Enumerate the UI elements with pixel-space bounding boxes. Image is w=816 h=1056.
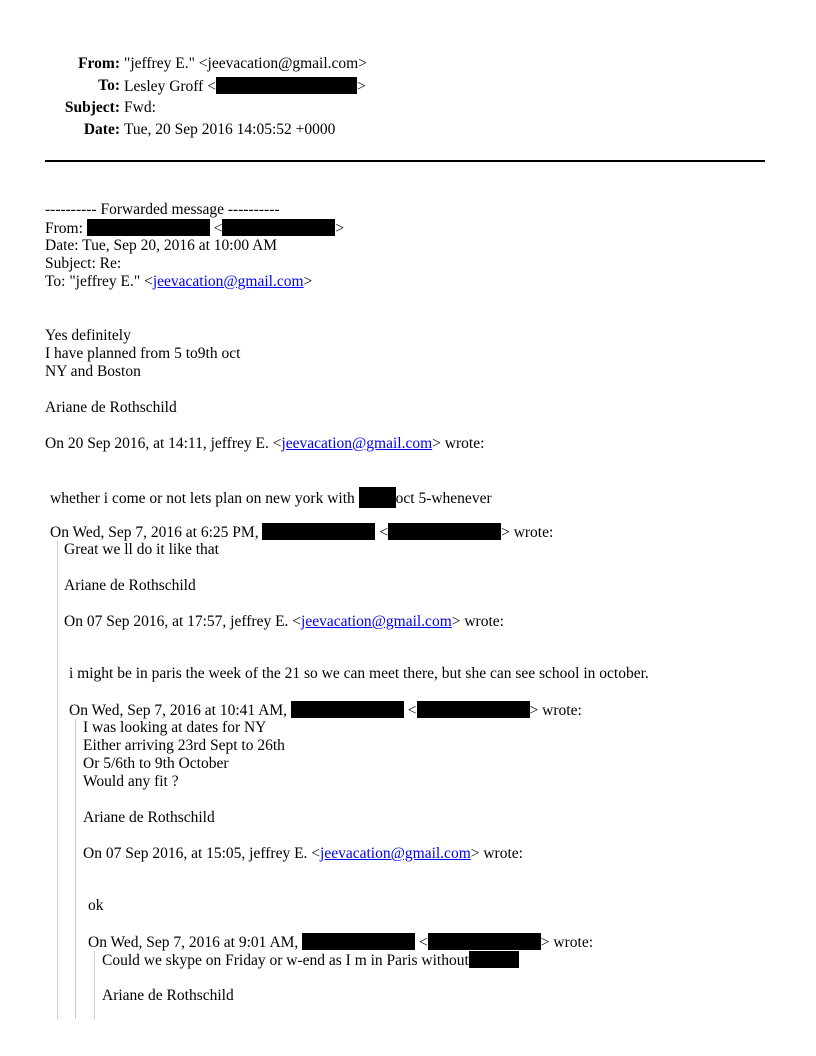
- wrote-lt: <: [375, 524, 389, 541]
- header-to-name: Lesley Groff <: [124, 78, 216, 95]
- signature: Ariane de Rothschild: [83, 809, 215, 826]
- redaction-block: [291, 701, 404, 718]
- wrote-prefix: On Wed, Sep 7, 2016 at 10:41 AM,: [69, 702, 291, 719]
- wrote-prefix: On 07 Sep 2016, at 15:05, jeffrey E. <: [83, 845, 321, 862]
- forward-subject: Subject: Re:: [45, 255, 122, 272]
- forward-from-gt: >: [335, 220, 345, 237]
- quoted-text: whether i come or not lets plan on new york with: [50, 490, 359, 507]
- wrote-line: [64, 613, 504, 631]
- wrote-prefix: On Wed, Sep 7, 2016 at 6:25 PM,: [50, 524, 263, 541]
- quoted-message: i might be in paris the week of the 21 so we can meet there, but she can see school in october.: [69, 665, 649, 682]
- wrote-suffix: > wrote:: [451, 613, 504, 630]
- header-to-value: [124, 77, 366, 96]
- redaction-block: [222, 219, 335, 236]
- header-date-value: Tue, 20 Sep 2016 14:05:52 +0000: [124, 121, 336, 138]
- quote-bar: [75, 719, 76, 1019]
- redaction-block: [216, 77, 357, 94]
- wrote-prefix: On 20 Sep 2016, at 14:11, jeffrey E. <: [45, 435, 282, 452]
- email-link[interactable]: jeevacation@gmail.com: [320, 845, 471, 862]
- quoted-message: [50, 487, 492, 508]
- quoted-line: [102, 951, 519, 970]
- redaction-block: [469, 951, 519, 968]
- quoted-line: Either arriving 23rd Sept to 26th: [83, 737, 285, 754]
- header-from-value: "jeffrey E." <jeevacation@gmail.com>: [124, 55, 367, 72]
- forward-from-label: From:: [45, 220, 83, 237]
- header-from-label: From:: [78, 55, 120, 72]
- quoted-text: Could we skype on Friday or w-end as I m in Paris without: [102, 952, 469, 969]
- redaction-block: [262, 523, 375, 540]
- body-line: NY and Boston: [45, 363, 141, 380]
- forward-from-lt: <: [213, 220, 223, 237]
- body-line: Yes definitely: [45, 327, 131, 344]
- signature: Ariane de Rothschild: [102, 987, 234, 1004]
- redaction-block: [87, 219, 210, 236]
- quoted-line: Great we ll do it like that: [64, 541, 219, 558]
- wrote-line: [50, 523, 553, 542]
- wrote-lt: <: [403, 702, 417, 719]
- header-divider: [45, 160, 765, 162]
- header-subject-label: Subject:: [64, 99, 120, 116]
- wrote-suffix: > wrote:: [529, 702, 582, 719]
- wrote-prefix: On Wed, Sep 7, 2016 at 9:01 AM,: [88, 934, 303, 951]
- wrote-line: [83, 845, 523, 863]
- quote-bar: [94, 951, 95, 1019]
- wrote-line: [88, 933, 593, 952]
- wrote-prefix: On 07 Sep 2016, at 17:57, jeffrey E. <: [64, 613, 302, 630]
- body-line: I have planned from 5 to9th oct: [45, 345, 241, 362]
- wrote-line: [69, 701, 582, 720]
- wrote-suffix: > wrote:: [470, 845, 523, 862]
- quoted-line: Would any fit ?: [83, 773, 179, 790]
- wrote-lt: <: [415, 934, 428, 951]
- quoted-line: I was looking at dates for NY: [83, 719, 267, 736]
- wrote-line: [45, 435, 484, 453]
- forward-to-suffix: >: [303, 273, 313, 290]
- header-to-label: To:: [98, 77, 120, 94]
- redaction-block: [302, 933, 415, 950]
- quoted-message: ok: [88, 897, 104, 914]
- header-subject-value: Fwd:: [124, 99, 156, 116]
- forward-date: Date: Tue, Sep 20, 2016 at 10:00 AM: [45, 237, 278, 254]
- wrote-suffix: > wrote:: [432, 435, 485, 452]
- signature: Ariane de Rothschild: [45, 399, 177, 416]
- forward-to: [45, 273, 312, 291]
- wrote-suffix: > wrote:: [501, 524, 554, 541]
- redaction-block: [428, 933, 541, 950]
- quoted-line: Or 5/6th to 9th October: [83, 755, 229, 772]
- forward-to-prefix: To: "jeffrey E." <: [45, 273, 153, 290]
- email-link[interactable]: jeevacation@gmail.com: [301, 613, 452, 630]
- email-link[interactable]: jeevacation@gmail.com: [281, 435, 433, 452]
- signature: Ariane de Rothschild: [64, 577, 196, 594]
- redaction-block: [359, 487, 396, 508]
- forward-banner: ---------- Forwarded message ----------: [45, 201, 280, 218]
- header-to-suffix: >: [356, 78, 366, 95]
- quoted-text: oct 5-whenever: [395, 490, 492, 507]
- email-link[interactable]: jeevacation@gmail.com: [152, 273, 304, 290]
- redaction-block: [417, 701, 530, 718]
- redaction-block: [388, 523, 501, 540]
- wrote-suffix: > wrote:: [540, 934, 594, 951]
- forward-from: [45, 219, 344, 238]
- quote-bar: [57, 541, 58, 1019]
- header-date-label: Date:: [83, 121, 120, 138]
